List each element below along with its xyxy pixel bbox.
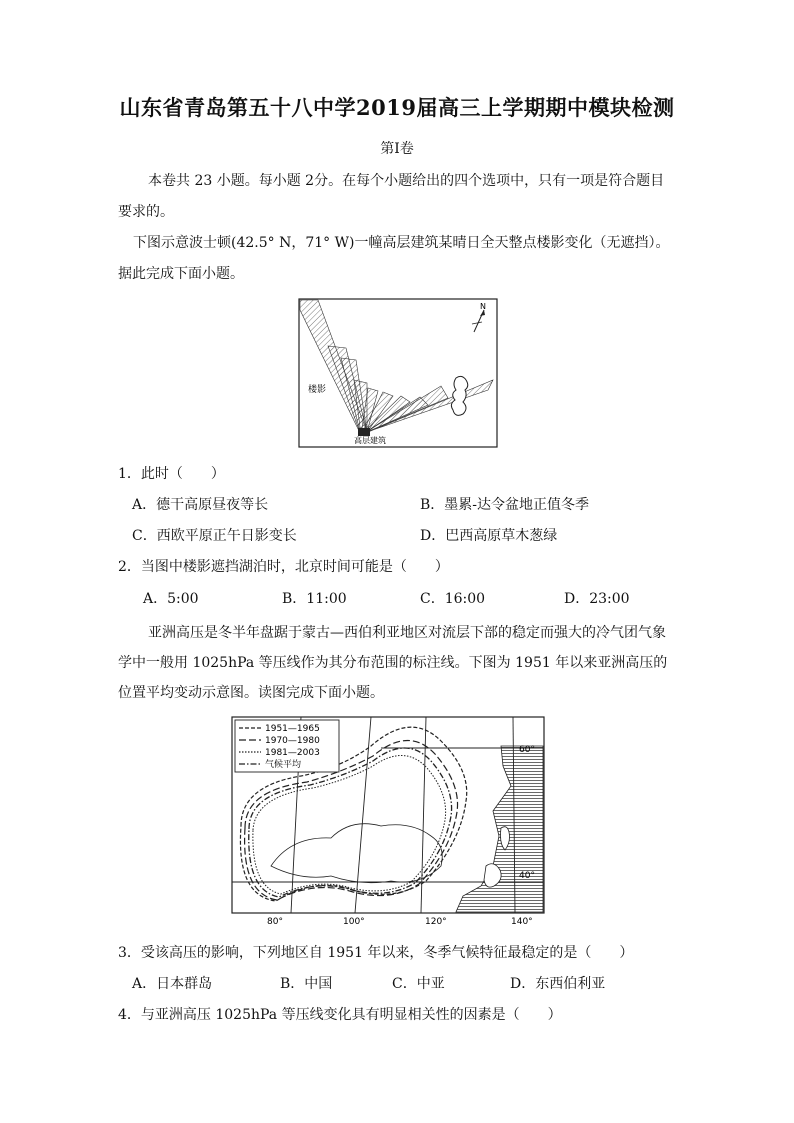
q1-option-b: B．墨累-达令盆地正值冬季	[420, 497, 590, 513]
shadow-label: 楼影	[308, 385, 327, 395]
question-1-stem: 1．此时（ ）	[118, 466, 225, 482]
lon-label-140: 140°	[511, 917, 533, 927]
q1-option-d: D．巴西高原草木葱绿	[420, 528, 558, 544]
legend-1970-1980: 1970—1980	[265, 736, 320, 746]
asian-high-map	[231, 716, 551, 932]
lon-label-120: 120°	[425, 917, 447, 927]
q2-option-b: B．11:00	[282, 591, 347, 607]
lake-shape	[451, 376, 467, 415]
q3-option-b: B．中国	[280, 976, 333, 992]
legend-1981-2003: 1981—2003	[265, 748, 320, 758]
question-3-stem: 3．受该高压的影响，下列地区自 1951 年以来，冬季气候特征最稳定的是（ ）	[118, 945, 634, 961]
q2-option-c: C．16:00	[420, 591, 486, 607]
q2-option-a: A．5:00	[143, 591, 199, 607]
q2-option-d: D．23:00	[564, 591, 630, 607]
lat-label-60: 60°	[519, 745, 535, 755]
q3-option-a: A．日本群岛	[132, 976, 213, 992]
page-title: 山东省青岛第五十八中学2019届高三上学期期中模块检测	[119, 95, 675, 120]
q1-option-c: C．西欧平原正午日影变长	[132, 528, 297, 544]
shadow-figure	[298, 298, 498, 452]
section-title: 第Ⅰ卷	[380, 141, 414, 157]
q3-option-c: C．中亚	[392, 976, 445, 992]
question-4-stem: 4．与亚洲高压 1025hPa 等压线变化具有明显相关性的因素是（ ）	[118, 1007, 562, 1023]
q3-option-d: D．东西伯利亚	[510, 976, 606, 992]
lat-label-40: 40°	[519, 871, 535, 881]
legend-climate-average: 气候平均	[265, 760, 302, 770]
question-2-stem: 2．当图中楼影遮挡湖泊时，北京时间可能是（ ）	[118, 559, 449, 575]
instructions-paragraph: 本卷共 23 小题。每小题 2分。在每个小题给出的四个选项中，只有一项是符合题目要求的。	[118, 173, 665, 220]
passage-2: 亚洲高压是冬半年盘踞于蒙古—西伯利亚地区对流层下部的稳定而强大的冷气团气象学中一般用 1025hPa 等压线作为其分布范围的标注线。下图为 1951 年以来亚洲高压的位置平均变动示意图。读图完成下面小题。	[118, 625, 668, 701]
passage-1: 下图示意波士顿(42.5° N，71° W)一幢高层建筑某晴日全天整点楼影变化（无遮挡）。据此完成下面小题。	[118, 235, 670, 282]
building-label: 高层建筑	[354, 436, 386, 445]
q1-option-a: A．德干高原昼夜等长	[132, 497, 269, 513]
north-label: N	[480, 302, 486, 311]
legend-1951-1965: 1951—1965	[265, 724, 320, 734]
lon-label-100: 100°	[343, 917, 365, 927]
lon-label-80: 80°	[267, 917, 283, 927]
